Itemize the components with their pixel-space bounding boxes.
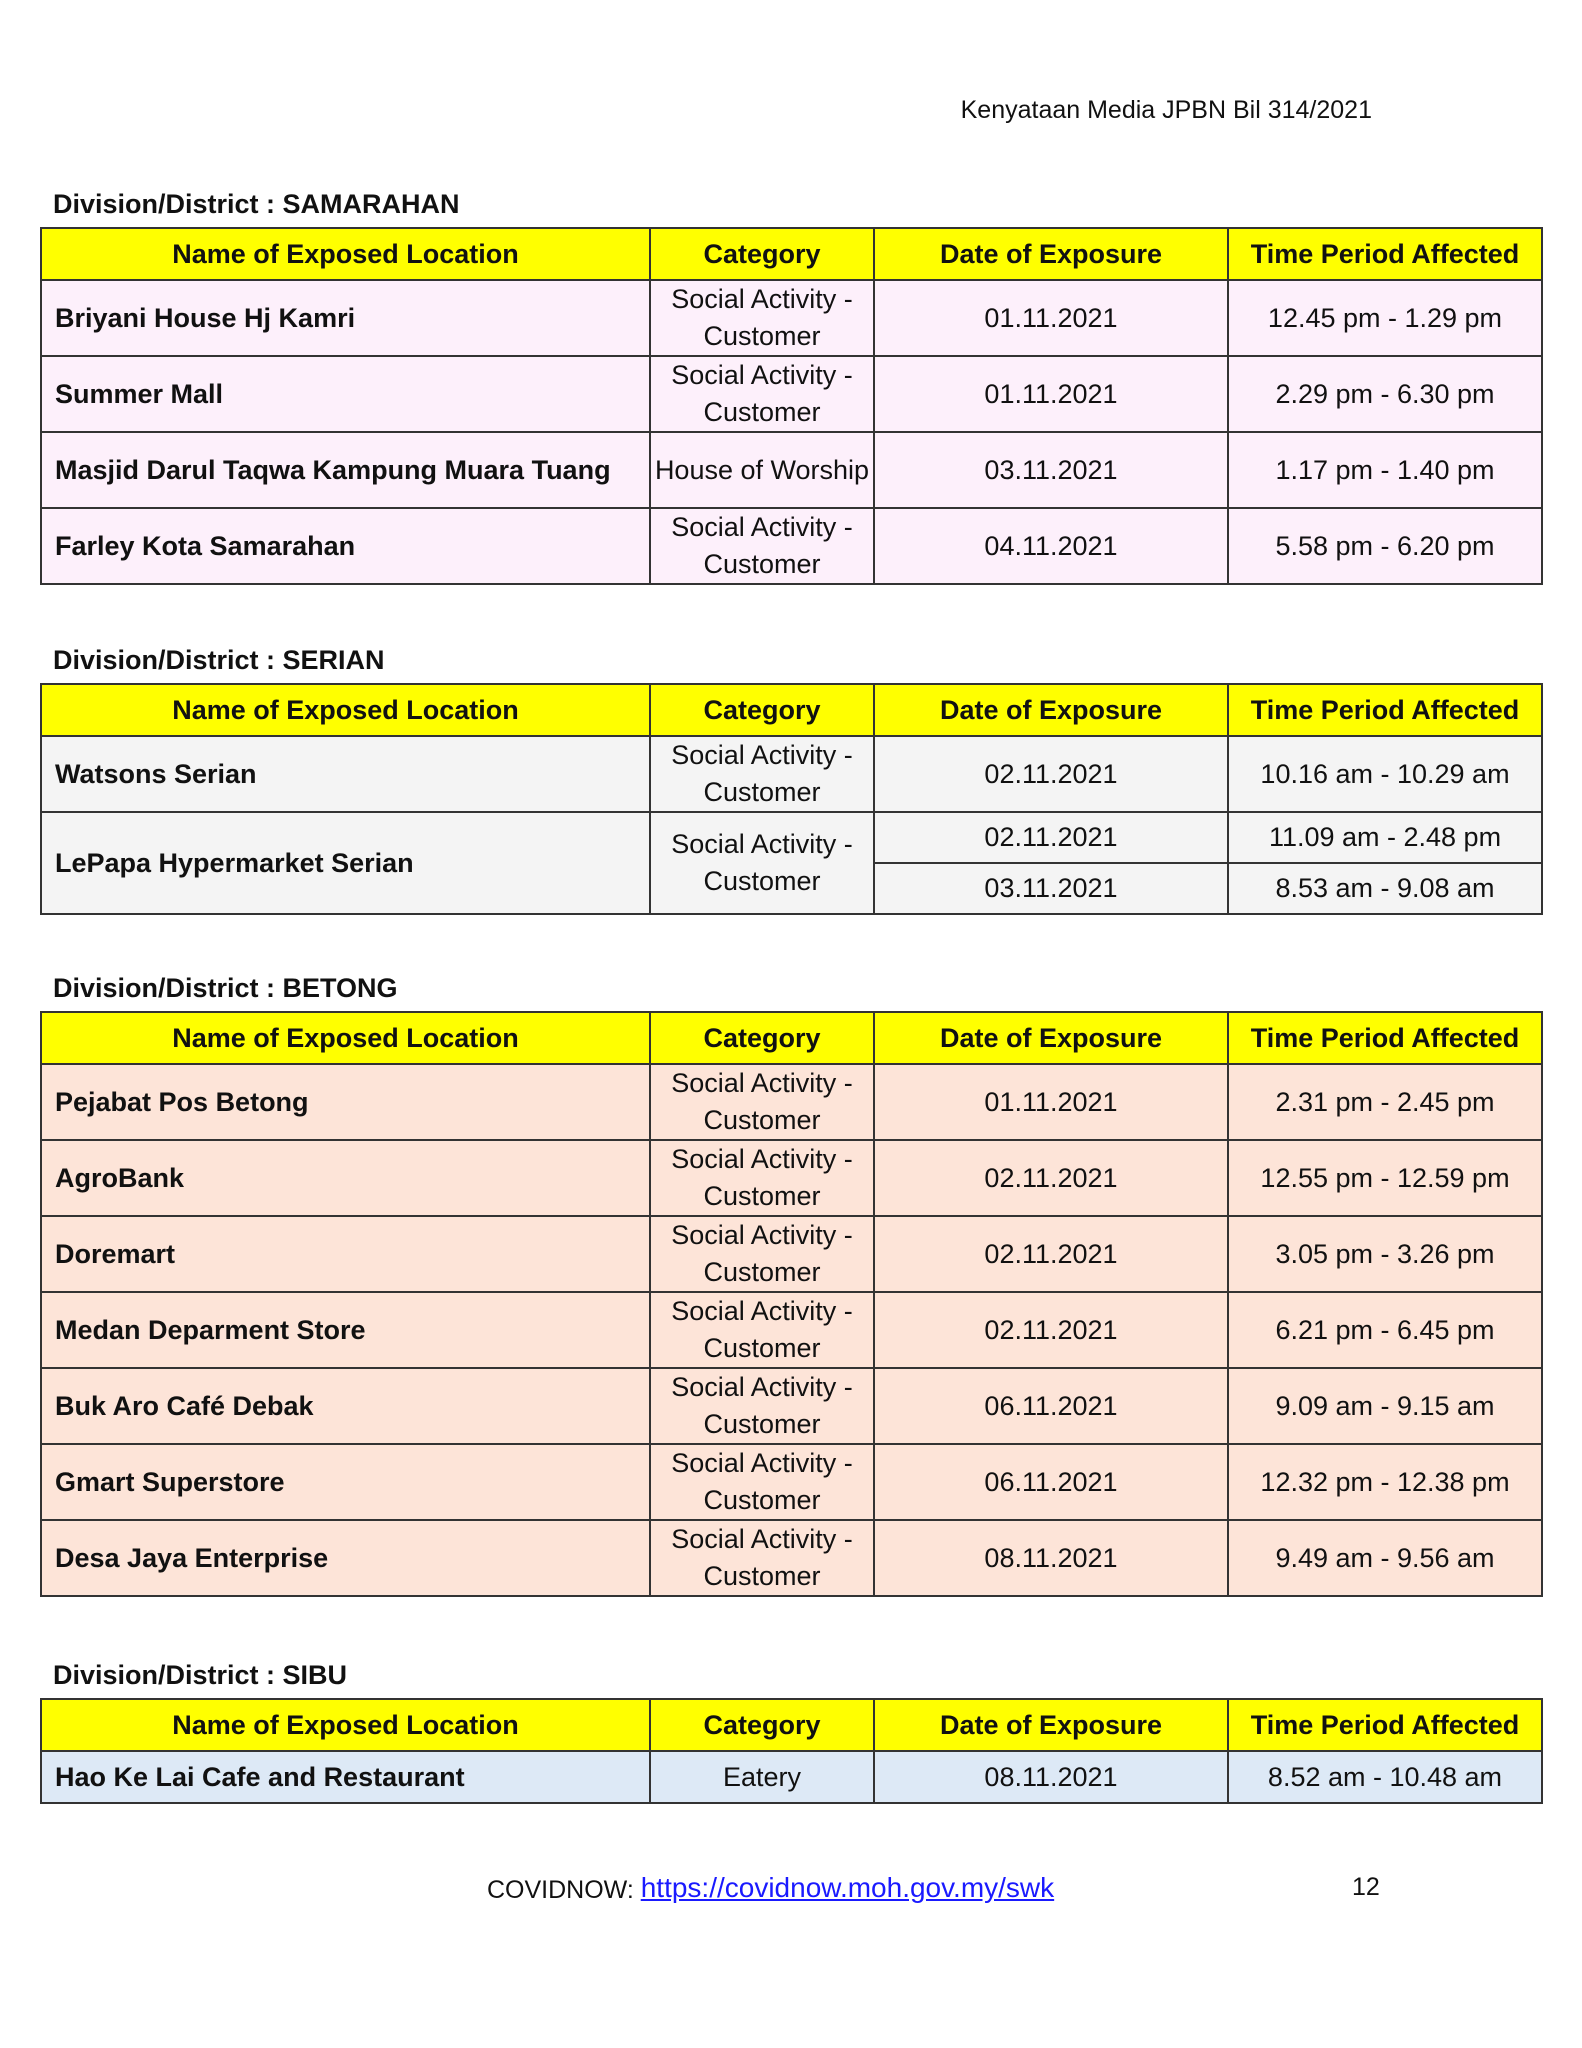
date-cell: 03.11.2021 [874,863,1228,914]
date-cell: 01.11.2021 [874,280,1228,356]
statement-reference: Kenyataan Media JPBN Bil 314/2021 [960,96,1372,124]
table-row [41,1216,1542,1292]
table-row [41,432,1542,508]
table-row [41,356,1542,432]
col-header-time: Time Period Affected [1228,684,1542,736]
category-cell: Social Activity - Customer [650,1520,874,1596]
date-cell: 02.11.2021 [874,736,1228,812]
col-header-date: Date of Exposure [874,684,1228,736]
col-header-category: Category [650,1012,874,1064]
section-title: Division/District : SAMARAHAN [53,189,460,219]
category-cell: Social Activity - Customer [650,1216,874,1292]
footer-label-group [487,1873,1054,1905]
location-cell: LePapa Hypermarket Serian [41,812,650,914]
col-header-category: Category [650,1699,874,1751]
category-cell: Social Activity - Customer [650,508,874,584]
exposure-table [40,227,1543,585]
col-header-location: Name of Exposed Location [41,228,650,280]
location-cell: Hao Ke Lai Cafe and Restaurant [41,1751,650,1803]
category-cell: Social Activity - Customer [650,1444,874,1520]
location-cell: Medan Deparment Store [41,1292,650,1368]
category-cell: Social Activity - Customer [650,1368,874,1444]
exposure-table [40,1698,1543,1804]
time-cell: 5.58 pm - 6.20 pm [1228,508,1542,584]
table-row [41,736,1542,812]
table-row [41,280,1542,356]
category-cell: Social Activity - Customer [650,1064,874,1140]
covidnow-link[interactable]: https://covidnow.moh.gov.my/swk [640,1872,1055,1903]
table-row [41,508,1542,584]
date-cell: 08.11.2021 [874,1751,1228,1803]
section-title: Division/District : SIBU [53,1660,348,1690]
col-header-time: Time Period Affected [1228,228,1542,280]
section-title: Division/District : BETONG [53,973,398,1003]
section-betong [40,965,1533,1597]
category-cell: Social Activity - Customer [650,1292,874,1368]
time-cell: 11.09 am - 2.48 pm [1228,812,1542,863]
table-header-row [41,228,1542,280]
date-cell: 02.11.2021 [874,1140,1228,1216]
category-cell: Social Activity - Customer [650,812,874,914]
table-row [41,1751,1542,1803]
col-header-location: Name of Exposed Location [41,684,650,736]
location-cell: Doremart [41,1216,650,1292]
table-row [41,1140,1542,1216]
time-cell: 8.52 am - 10.48 am [1228,1751,1542,1803]
time-cell: 9.49 am - 9.56 am [1228,1520,1542,1596]
date-cell: 01.11.2021 [874,1064,1228,1140]
col-header-time: Time Period Affected [1228,1699,1542,1751]
date-cell: 02.11.2021 [874,1216,1228,1292]
section-samarahan [40,181,1533,585]
location-cell: Briyani House Hj Kamri [41,280,650,356]
table-row [41,1064,1542,1140]
exposure-table [40,683,1543,915]
section-sibu [40,1652,1533,1804]
category-cell: House of Worship [650,432,874,508]
table-row [41,1520,1542,1596]
time-cell: 2.29 pm - 6.30 pm [1228,356,1542,432]
location-cell: Farley Kota Samarahan [41,508,650,584]
table-header-row [41,684,1542,736]
col-header-date: Date of Exposure [874,1699,1228,1751]
location-cell: Pejabat Pos Betong [41,1064,650,1140]
table-row [41,1292,1542,1368]
table-header-row [41,1012,1542,1064]
location-cell: Masjid Darul Taqwa Kampung Muara Tuang [41,432,650,508]
time-cell: 12.45 pm - 1.29 pm [1228,280,1542,356]
col-header-time: Time Period Affected [1228,1012,1542,1064]
table-row [41,1368,1542,1444]
time-cell: 8.53 am - 9.08 am [1228,863,1542,914]
time-cell: 10.16 am - 10.29 am [1228,736,1542,812]
time-cell: 6.21 pm - 6.45 pm [1228,1292,1542,1368]
location-cell: AgroBank [41,1140,650,1216]
location-cell: Desa Jaya Enterprise [41,1520,650,1596]
time-cell: 12.32 pm - 12.38 pm [1228,1444,1542,1520]
time-cell: 3.05 pm - 3.26 pm [1228,1216,1542,1292]
category-cell: Social Activity - Customer [650,1140,874,1216]
col-header-location: Name of Exposed Location [41,1012,650,1064]
time-cell: 1.17 pm - 1.40 pm [1228,432,1542,508]
section-title: Division/District : SERIAN [53,645,385,675]
location-cell: Summer Mall [41,356,650,432]
col-header-location: Name of Exposed Location [41,1699,650,1751]
date-cell: 02.11.2021 [874,1292,1228,1368]
col-header-date: Date of Exposure [874,228,1228,280]
category-cell: Social Activity - Customer [650,280,874,356]
table-row [41,812,1542,863]
col-header-date: Date of Exposure [874,1012,1228,1064]
location-cell: Watsons Serian [41,736,650,812]
time-cell: 9.09 am - 9.15 am [1228,1368,1542,1444]
location-cell: Gmart Superstore [41,1444,650,1520]
date-cell: 08.11.2021 [874,1520,1228,1596]
table-header-row [41,1699,1542,1751]
location-cell: Buk Aro Café Debak [41,1368,650,1444]
date-cell: 06.11.2021 [874,1368,1228,1444]
section-serian [40,637,1533,915]
exposure-table [40,1011,1543,1597]
time-cell: 12.55 pm - 12.59 pm [1228,1140,1542,1216]
date-cell: 01.11.2021 [874,356,1228,432]
category-cell: Social Activity - Customer [650,736,874,812]
page-number: 12 [1352,1873,1380,1901]
category-cell: Eatery [650,1751,874,1803]
date-cell: 06.11.2021 [874,1444,1228,1520]
col-header-category: Category [650,228,874,280]
date-cell: 03.11.2021 [874,432,1228,508]
footer-label: COVIDNOW: [487,1876,641,1904]
time-cell: 2.31 pm - 2.45 pm [1228,1064,1542,1140]
date-cell: 04.11.2021 [874,508,1228,584]
category-cell: Social Activity - Customer [650,356,874,432]
col-header-category: Category [650,684,874,736]
date-cell: 02.11.2021 [874,812,1228,863]
table-row [41,1444,1542,1520]
